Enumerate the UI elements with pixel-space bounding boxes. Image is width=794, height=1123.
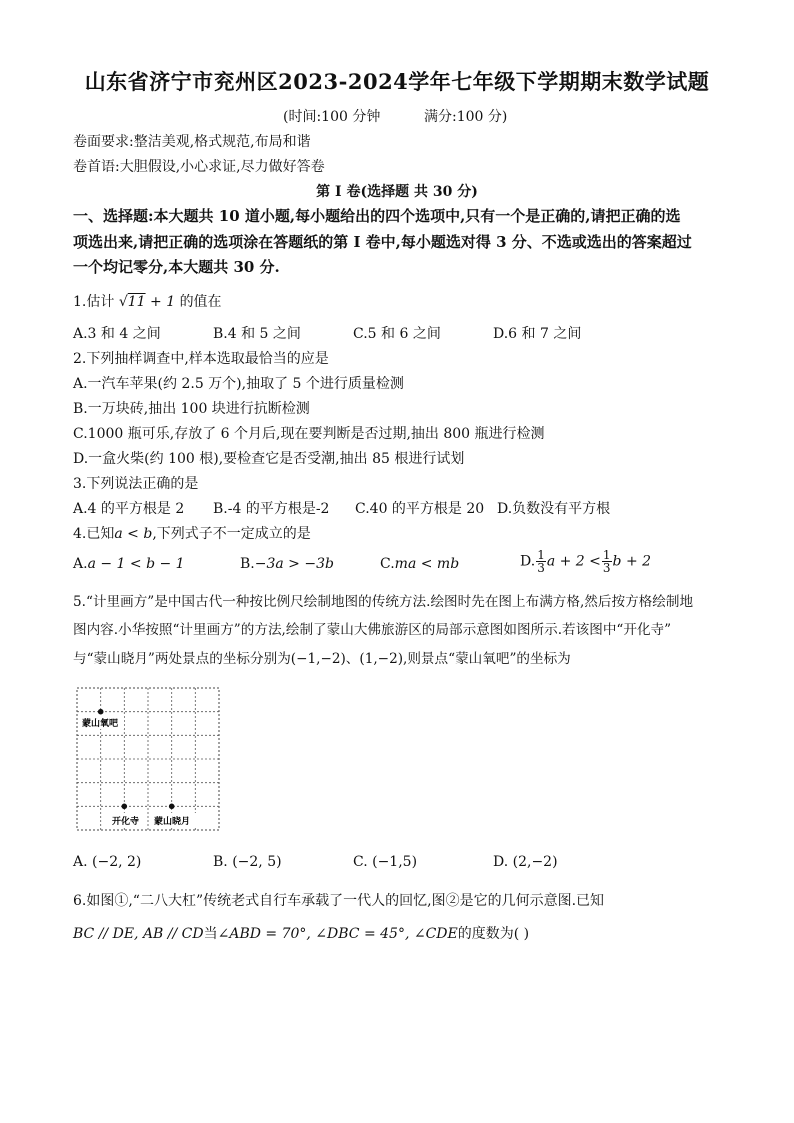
frac-numerator-2: 1 bbox=[602, 548, 611, 562]
q1-option-a: A.3 和 4 之间 bbox=[73, 326, 161, 342]
q3-option-b: B.-4 的平方根是-2 bbox=[213, 501, 330, 517]
q3-option-a: A.4 的平方根是 2 bbox=[73, 501, 185, 517]
q1-option-b: B.4 和 5 之间 bbox=[213, 326, 301, 342]
exam-time: (时间:100 分钟 bbox=[283, 109, 381, 125]
q1-radicand: 11 bbox=[127, 294, 146, 310]
section-instructions-2: 项选出来,请把正确的选项涂在答题纸的第 I 卷中,每小题选对得 3 分、不选或选出的答案超过 bbox=[73, 233, 692, 251]
exam-score: 满分:100 分) bbox=[424, 109, 508, 125]
question-6-line-1: 6.如图①,“二八大杠”传统老式自行车承载了一代人的回忆,图②是它的几何示意图.已知 bbox=[73, 893, 605, 909]
q2-option-b: B.一万块砖,抽出 100 块进行抗断检测 bbox=[73, 401, 310, 417]
requirement-line: 卷面要求:整洁美观,格式规范,布局和谐 bbox=[73, 134, 311, 150]
frac-denominator: 3 bbox=[537, 561, 545, 575]
q3-option-c: C.40 的平方根是 20 bbox=[355, 501, 485, 517]
q4-c-expr: ma < mb bbox=[394, 556, 460, 572]
q4-c-label: C. bbox=[380, 556, 395, 572]
question-5-line-2: 图内容.小华按照“计里画方”的方法,绘制了蒙山大佛旅游区的局部示意图如图所示.若该图中“开化寺” bbox=[73, 622, 672, 638]
q4-option-a bbox=[73, 556, 185, 572]
oxygen-bar-point bbox=[98, 709, 104, 715]
q4-d-end: b + 2 bbox=[612, 553, 652, 570]
q5-option-c: C. (−1,5) bbox=[353, 854, 418, 870]
q1-prefix: 1.估计 bbox=[73, 294, 115, 310]
question-1-stem bbox=[73, 291, 222, 311]
q5-option-b: B. (−2, 5) bbox=[213, 854, 282, 870]
q6-parallel-conditions: BC // DE, AB // CD bbox=[73, 926, 204, 942]
q4-b-label: B. bbox=[240, 556, 255, 572]
q1-suffix: 的值在 bbox=[179, 294, 222, 310]
q4-d-label: D. bbox=[520, 553, 536, 570]
sqrt-expression: √11 bbox=[118, 294, 146, 310]
question-2-stem: 2.下列抽样调查中,样本选取最恰当的应是 bbox=[73, 351, 329, 367]
q1-plus: + 1 bbox=[145, 294, 176, 310]
section-instructions-1: 一、选择题:本大题共 10 道小题,每小题给出的四个选项中,只有一个是正确的,请把正确的选 bbox=[73, 207, 681, 225]
temple-point bbox=[122, 804, 128, 810]
label-temple: 开化寺 bbox=[112, 817, 140, 827]
q4-a-label: A. bbox=[73, 556, 88, 572]
q4-option-b bbox=[240, 556, 334, 572]
map-grid bbox=[76, 687, 220, 831]
moon-point bbox=[169, 804, 175, 810]
q4-option-d bbox=[520, 549, 651, 574]
label-moon: 蒙山晓月 bbox=[154, 817, 191, 827]
q6-angles: ∠ABD = 70°, ∠DBC = 45°, ∠CDE bbox=[217, 926, 458, 942]
q2-option-a: A.一汽车苹果(约 2.5 万个),抽取了 5 个进行质量检测 bbox=[73, 376, 404, 392]
frac-denominator-2: 3 bbox=[602, 561, 611, 575]
q6-when: 当 bbox=[203, 926, 218, 942]
frac-numerator: 1 bbox=[537, 548, 545, 562]
q5-option-d: D. (2,−2) bbox=[493, 854, 558, 870]
q1-option-c: C.5 和 6 之间 bbox=[353, 326, 441, 342]
q2-option-d: D.一盒火柴(约 100 根),要检查它是否受潮,抽出 85 根进行试划 bbox=[73, 451, 465, 467]
question-4-stem bbox=[73, 523, 311, 543]
q4-condition: a < b bbox=[114, 526, 153, 542]
q6-end: 的度数为( ) bbox=[457, 926, 530, 942]
q4-option-c bbox=[380, 556, 459, 572]
page-title: 山东省济宁市兖州区2023-2024学年七年级下学期期末数学试题 bbox=[84, 69, 710, 94]
q4-suffix: ,下列式子不一定成立的是 bbox=[152, 526, 311, 542]
label-oxygen-bar: 蒙山氧吧 bbox=[82, 719, 119, 729]
q4-b-expr: −3a > −3b bbox=[254, 556, 334, 572]
q2-option-c: C.1000 瓶可乐,存放了 6 个月后,现在要判断是否过期,抽出 800 瓶进行检测 bbox=[73, 426, 545, 442]
fraction-one-third-2 bbox=[602, 549, 612, 574]
question-5-line-1: 5.“计里画方”是中国古代一种按比例尺绘制地图的传统方法.绘图时先在图上布满方格,然后按方格绘制地 bbox=[73, 594, 694, 610]
question-3-stem: 3.下列说法正确的是 bbox=[73, 476, 199, 492]
fraction-one-third bbox=[536, 549, 546, 574]
scenic-map-figure bbox=[76, 687, 220, 831]
q3-option-d: D.负数没有平方根 bbox=[497, 501, 611, 517]
q4-prefix: 4.已知 bbox=[73, 526, 115, 542]
q5-option-a: A. (−2, 2) bbox=[73, 854, 142, 870]
q4-a-expr: a − 1 < b − 1 bbox=[87, 556, 185, 572]
question-5-line-3: 与“蒙山晓月”两处景点的坐标分别为(−1,−2)、(1,−2),则景点“蒙山氧吧”的坐标为 bbox=[73, 651, 571, 667]
q4-d-mid: a + 2 < bbox=[546, 553, 601, 570]
question-6-line-2 bbox=[73, 923, 529, 943]
section-instructions-3: 一个均记零分,本大题共 30 分. bbox=[73, 258, 280, 276]
q1-option-d: D.6 和 7 之间 bbox=[493, 326, 582, 342]
part-heading: 第 I 卷(选择题 共 30 分) bbox=[316, 184, 478, 200]
preface-line: 卷首语:大胆假设,小心求证,尽力做好答卷 bbox=[73, 159, 325, 175]
